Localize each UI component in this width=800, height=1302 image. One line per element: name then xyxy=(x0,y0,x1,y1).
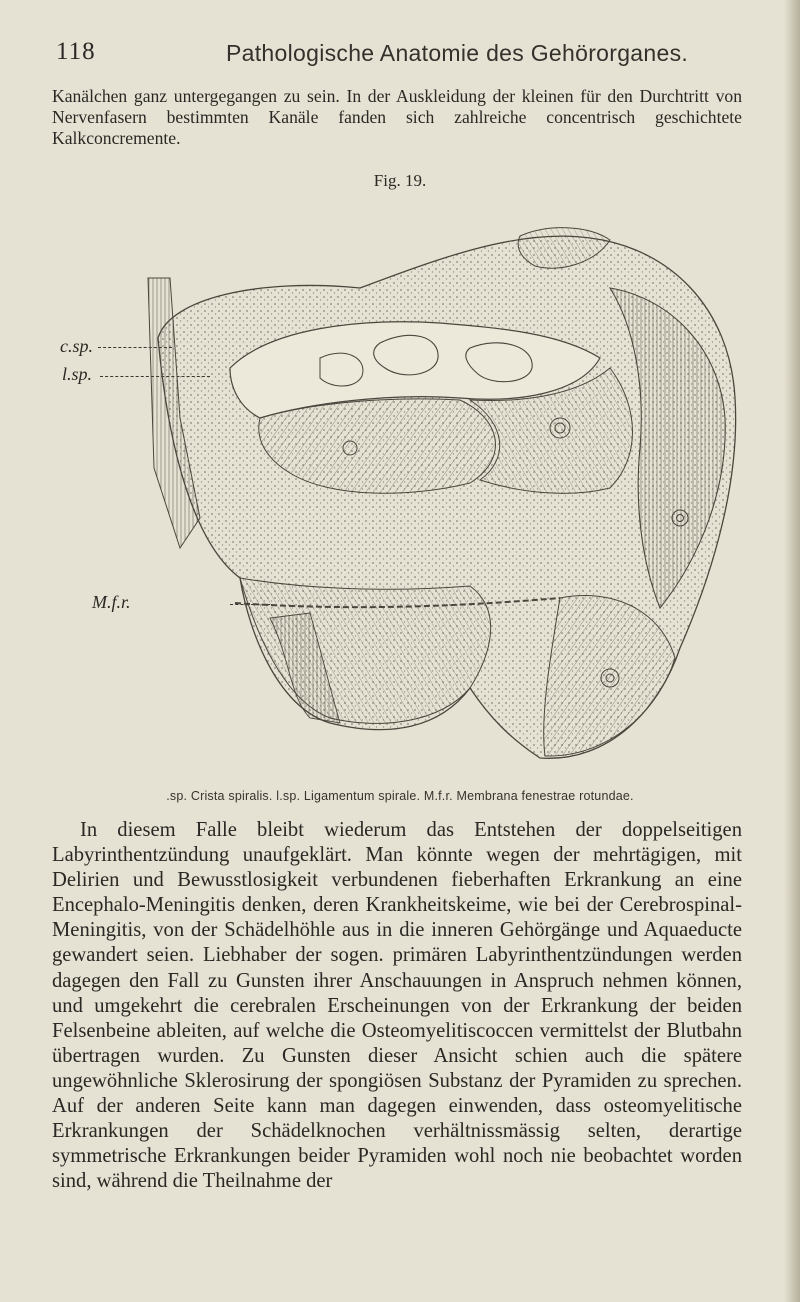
page-number: 118 xyxy=(56,38,96,65)
page-edge-shadow xyxy=(784,0,800,1302)
body-paragraph xyxy=(52,818,742,1194)
figure-title: Fig. 19. xyxy=(373,171,427,190)
label-crista-spiralis: c.sp. xyxy=(60,336,93,356)
body-paragraph-text: In diesem Falle bleibt wiederum das Entstehen der doppelseitigen Labyrinthentzündung unaufgeklärt. Man könnte wegen der mehrtägigen, mit Delirien und Bewusstlosigkeit verbundenen fieberhaften Erkrankung an eine Encephalo-Meningitis denken, deren Krankheitskeime, wie bei der Cerebrospinal-Meningitis, von der Schädelhöhle aus in die inneren Gehörgänge und Aquaeducte gewandert seien. Liebhaber der sogen. primären Labyrinthentzündungen werden dagegen den Fall zu Gunsten ihrer Anschauungen in Anspruch nehmen können, und umgekehrt die cerebralen Erscheinungen von der Erkrankung der beiden Felsenbeine ableiten, auf welche die Osteomyelitiscoccen vermittelst der Blutbahn übertragen wurden. Zu Gunsten dieser Ansicht schien auch die spätere ungewöhnliche Sklerosirung der spongiösen Substanz der Pyramiden zu sprechen. Auf der anderen Seite kann man dagegen einwenden, dass osteomyelitische Erkrankungen der Schädelknochen verhältnissmässig selten, derartige symmetrische Erkrankungen beider Pyramiden wohl noch nie beobachtet worden sind, während die Theilnahme der xyxy=(52,819,742,1193)
intro-paragraph-text: Kanälchen ganz untergegangen zu sein. In der Auskleidung der kleinen für den Durchtritt von Nervenfasern bestimmten Kanäle fanden sich zahlreiche concentrisch geschichtete Kalkconcremente. xyxy=(52,86,742,148)
histology-figure xyxy=(140,218,760,778)
label-membrana-fenestrae: M.f.r. xyxy=(92,592,131,612)
page-header xyxy=(56,38,756,78)
histology-drawing xyxy=(140,218,760,778)
intro-paragraph xyxy=(52,86,742,149)
running-head: Pathologische Anatomie des Gehörorganes. xyxy=(226,40,689,66)
figure-caption: .sp. Crista spiralis. l.sp. Ligamentum spirale. M.f.r. Membrana fenestrae rotundae. xyxy=(166,789,634,803)
label-ligamentum-spirale: l.sp. xyxy=(62,364,93,384)
